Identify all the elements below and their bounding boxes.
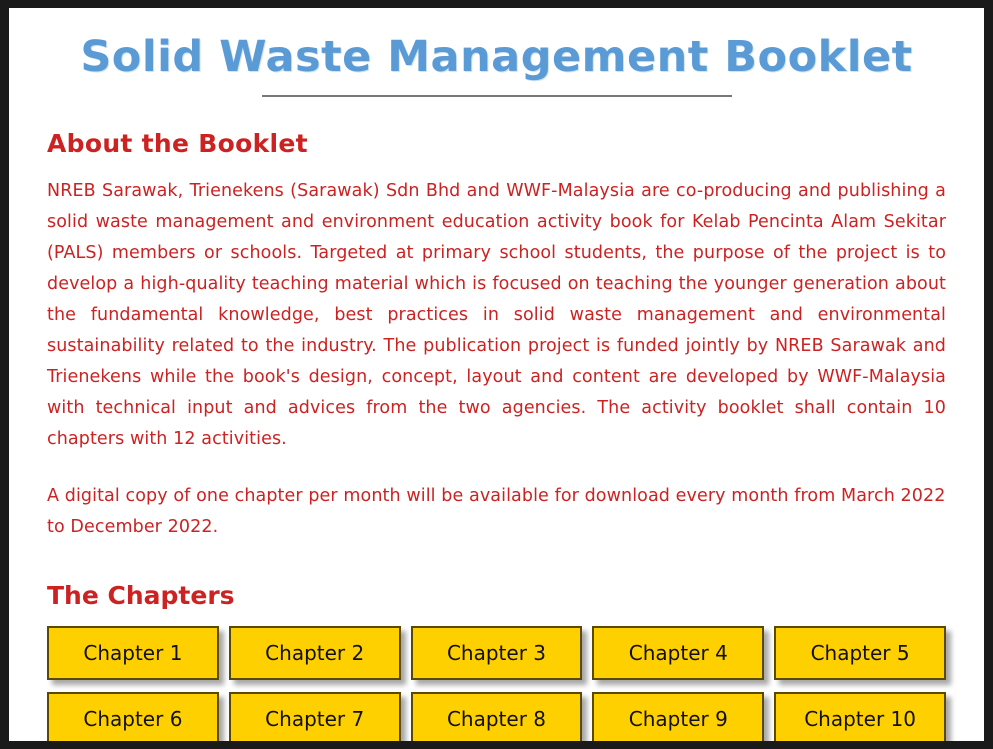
chapter-button-5[interactable]: Chapter 5 — [774, 626, 946, 680]
chapter-button-9[interactable]: Chapter 9 — [592, 692, 764, 741]
title-divider — [262, 95, 732, 97]
chapter-button-2[interactable]: Chapter 2 — [229, 626, 401, 680]
chapter-button-grid — [47, 626, 946, 741]
about-paragraph-2: A digital copy of one chapter per month will be available for download every month from March 2022 to December 2022. — [47, 486, 946, 538]
about-paragraph-1: NREB Sarawak, Trienekens (Sarawak) Sdn Bhd and WWF-Malaysia are co-producing and publishing a solid waste management and environment education activity book for Kelab Pencinta Alam Sekitar (PALS) members or schools. Targeted at primary school students, the purpose of the project is to develop a high-quality teaching material which is focused on teaching the younger generation about the fundamental knowledge, best practices in solid waste management and environmental sustainability related to the industry. The publication project is funded jointly by NREB Sarawak and Trienekens while the book's design, concept, layout and content are developed by WWF-Malaysia with technical input and advices from the two agencies. The activity booklet shall contain 10 chapters with 12 activities. — [47, 181, 946, 450]
about-heading: About the Booklet — [47, 129, 308, 159]
chapter-button-7[interactable]: Chapter 7 — [229, 692, 401, 741]
chapter-button-8[interactable]: Chapter 8 — [411, 692, 583, 741]
chapter-button-6[interactable]: Chapter 6 — [47, 692, 219, 741]
chapter-button-10[interactable]: Chapter 10 — [774, 692, 946, 741]
chapter-button-4[interactable]: Chapter 4 — [592, 626, 764, 680]
chapters-heading: The Chapters — [47, 581, 235, 611]
chapter-button-1[interactable]: Chapter 1 — [47, 626, 219, 680]
page-title: Solid Waste Management Booklet — [80, 32, 913, 82]
document-content — [9, 129, 984, 741]
chapter-button-3[interactable]: Chapter 3 — [411, 626, 583, 680]
document-page — [9, 8, 984, 741]
